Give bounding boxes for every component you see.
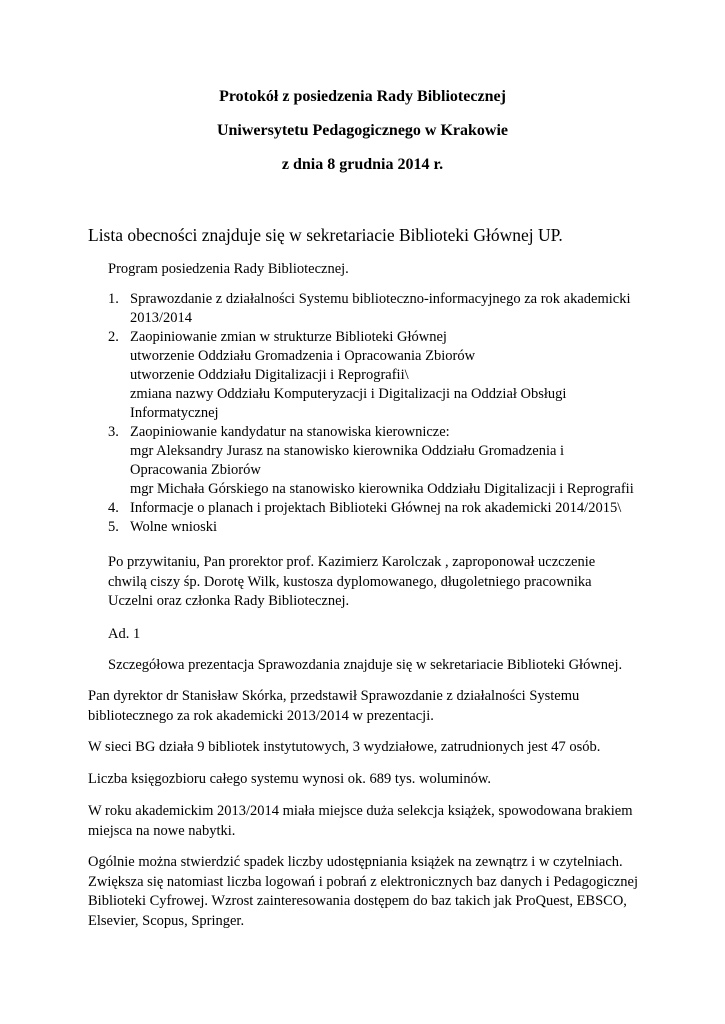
agenda-item-number: 1.: [108, 291, 119, 307]
agenda-sub-line: zmiana nazwy Oddziału Komputeryzacji i Digitalizacji na Oddział Obsługi: [130, 386, 567, 402]
agenda-sub-line: Informatycznej: [130, 405, 219, 421]
attendance-note: Lista obecności znajduje się w sekretariacie Biblioteki Głównej UP.: [88, 225, 563, 245]
program-heading: Program posiedzenia Rady Bibliotecznej.: [108, 261, 349, 277]
title-line-2: Uniwersytetu Pedagogicznego w Krakowie: [216, 122, 509, 139]
agenda-item-number: 5.: [108, 519, 119, 535]
agenda-item-text: Wolne wnioski: [130, 519, 218, 535]
agenda-sub-line: Opracowania Zbiorów: [130, 462, 261, 478]
presentation-paragraph: Szczegółowa prezentacja Sprawozdania znajduje się w sekretariacie Biblioteki Głównej.: [108, 657, 623, 673]
title-line-3: z dnia 8 grudnia 2014 r.: [281, 156, 444, 173]
collection-paragraph: Liczba księgozbioru całego systemu wynosi ok. 689 tys. woluminów.: [88, 771, 491, 787]
agenda-item-text: Sprawozdanie z działalności Systemu biblioteczno-informacyjnego za rok akademicki: [130, 291, 631, 307]
agenda-sub-line: 2013/2014: [130, 310, 193, 326]
selection-paragraph: W roku akademickim 2013/2014 miała miejsce duża selekcja książek, spowodowana brakiem miejsca na nowe nabytki.: [88, 803, 633, 839]
director-paragraph: Pan dyrektor dr Stanisław Skórka, przedstawił Sprawozdanie z działalności Systemu bibliotecznego za rok akademicki 2013/2014 w prezentacji.: [88, 688, 580, 724]
agenda-sub-line: mgr Michała Górskiego na stanowisko kierownika Oddziału Digitalizacji i Reprografii: [130, 481, 634, 497]
agenda-item-number: 2.: [108, 329, 119, 345]
agenda-item: [108, 499, 668, 518]
agenda-list: [108, 290, 668, 537]
agenda-item-text: Zaopiniowanie zmian w strukturze Biblioteki Głównej: [130, 329, 447, 345]
trends-paragraph: Ogólnie można stwierdzić spadek liczby udostępniania książek na zewnątrz i w czytelniach. Zwiększa się natomiast liczba logowań i pobrań z elektronicznych baz danych i Pedagogicznej Biblioteki Cyfrowej. Wzrost zainteresowania dostępem do baz takich jak ProQuest, EBSCO, Elsevier, Scopus, Springer.: [88, 854, 638, 929]
agenda-sub-line: mgr Aleksandry Jurasz na stanowisko kierownika Oddziału Gromadzenia i: [130, 443, 565, 459]
agenda-item: [108, 328, 668, 423]
agenda-item-text: Informacje o planach i projektach Biblioteki Głównej na rok akademicki 2014/2015\: [130, 500, 622, 516]
ad1-heading: Ad. 1: [108, 626, 141, 642]
agenda-sub-line: utworzenie Oddziału Digitalizacji i Reprografii\: [130, 367, 409, 383]
agenda-item: [108, 518, 668, 537]
agenda-item: [108, 423, 668, 499]
agenda-item-text: Zaopiniowanie kandydatur na stanowiska kierownicze:: [130, 424, 450, 440]
agenda-item-number: 3.: [108, 424, 119, 440]
network-paragraph: W sieci BG działa 9 bibliotek instytutowych, 3 wydziałowe, zatrudnionych jest 47 osób.: [88, 739, 601, 755]
title-line-1: Protokół z posiedzenia Rady Bibliotecznej: [219, 88, 506, 105]
agenda-sub-line: utworzenie Oddziału Gromadzenia i Opracowania Zbiorów: [130, 348, 476, 364]
agenda-item-number: 4.: [108, 500, 119, 516]
welcome-paragraph: Po przywitaniu, Pan prorektor prof. Kazimierz Karolczak , zaproponował uczczenie chwilą ciszy śp. Dorotę Wilk, kustosza dyplomowanego, długoletniego pracownika Uczelni oraz członka Rady Bibliotecznej.: [108, 554, 596, 609]
agenda-item: [108, 290, 668, 328]
